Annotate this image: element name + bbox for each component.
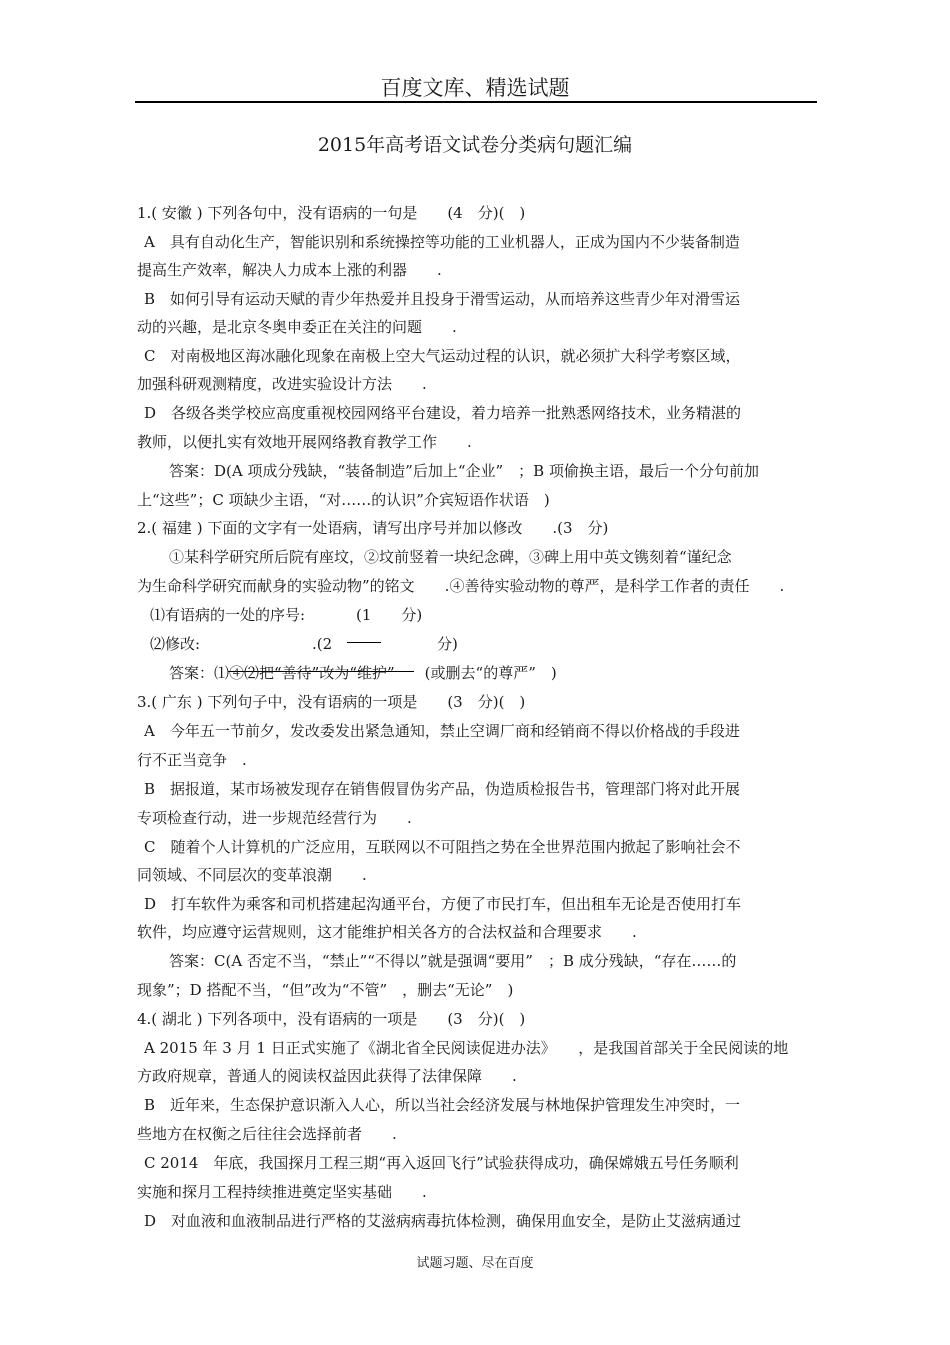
- question-1-option-a-cont: 提高生产效率，解决人力成本上涨的利器 .: [137, 261, 442, 279]
- document-title: 2015年高考语文试卷分类病句题汇编: [317, 134, 633, 156]
- question-3-option-b-cont: 专项检查行动，进一步规范经营行为 .: [137, 809, 412, 827]
- question-4-option-b: B 近年来，生态保护意识渐入人心，所以当社会经济发展与林地保护管理发生冲突时，一: [144, 1096, 741, 1114]
- header-divider: [135, 101, 817, 103]
- question-2-part-2-score-unit: 分): [437, 635, 458, 653]
- header-site-title: 百度文库、精选试题: [380, 76, 570, 100]
- question-3-option-b: B 据报道，某市场被发现存在销售假冒伪劣产品，伪造质检报告书，管理部门将对此开展: [144, 780, 741, 798]
- question-2-part-1-score: (1 分): [356, 606, 423, 624]
- question-2-part-2-label: ⑵修改:: [150, 635, 201, 653]
- question-4-option-c: C 2014 年底，我国探月工程三期“再入返回飞行”试验获得成功，确保嫦娥五号任务顺利: [144, 1154, 739, 1172]
- question-3-answer-cont: 现象”；D 搭配不当，“但”改为“不管” ，删去“无论” ): [137, 981, 514, 999]
- question-4-option-d: D 对血液和血液制品进行严格的艾滋病病毒抗体检测，确保用血安全，是防止艾滋病通过: [144, 1212, 742, 1230]
- question-3-option-c-cont: 同领域、不同层次的变革浪潮 .: [137, 866, 367, 884]
- question-1-option-c: C 对南极地区海冰融化现象在南极上空大气运动过程的认识，就必须扩大科学考察区域，: [144, 347, 741, 365]
- question-1-option-b-cont: 动的兴趣，是北京冬奥申委正在关注的问题 .: [137, 318, 457, 336]
- question-1-option-a: A 具有自动化生产，智能识别和系统操控等功能的工业机器人，正成为国内不少装备制造: [144, 233, 740, 251]
- question-3-stem: 3.( 广东 ) 下列句子中，没有语病的一项是 (3 分)( ): [137, 693, 526, 711]
- question-3-option-c: C 随着个人计算机的广泛应用，互联网以不可阻挡之势在全世界范围内掀起了影响社会不: [144, 838, 741, 856]
- question-4-option-b-cont: 些地方在权衡之后往往会选择前者 .: [137, 1125, 397, 1143]
- question-2-passage-cont: 为生命科学研究而献身的实验动物”的铭文 .④善待实验动物的尊严，是科学工作者的责任 .: [137, 577, 785, 595]
- question-4-option-c-cont: 实施和探月工程持续推进奠定坚实基础 .: [137, 1183, 427, 1201]
- question-1-option-b: B 如何引导有运动天赋的青少年热爱并且投身于滑雪运动，从而培养这些青少年对滑雪运: [144, 290, 741, 308]
- question-1-option-d-cont: 教师，以便扎实有效地开展网络教育教学工作 .: [137, 433, 472, 451]
- question-4-stem: 4.( 湖北 ) 下列各项中，没有语病的一项是 (3 分)( ): [137, 1010, 526, 1028]
- question-1-answer: 答案：D(A 项成分残缺，“装备制造”后加上“企业” ；B 项偷换主语，最后一个分句前加: [169, 462, 759, 480]
- question-2-passage: ①某科学研究所后院有座坟，②坟前竖着一块纪念碑，③碑上用中英文镌刻着“谨纪念: [169, 548, 732, 566]
- question-3-option-a-cont: 行不正当竞争 .: [137, 751, 247, 769]
- question-2-answer: 答案：⑴④⑵把“善待”改为“维护” (或删去“的尊严” ): [169, 664, 557, 682]
- question-1-answer-cont: 上“这些”；C 项缺少主语，“对……的认识”介宾短语作状语 ): [137, 491, 550, 509]
- question-4-option-a: A 2015 年 3 月 1 日正式实施了《湖北省全民阅读促进办法》 ，是我国首部关于全民阅读的地: [144, 1039, 789, 1057]
- question-2-part-1-label: ⑴有语病的一处的序号:: [150, 606, 306, 624]
- question-3-option-a: A 今年五一节前夕，发改委发出紧急通知，禁止空调厂商和经销商不得以价格战的手段进: [144, 722, 740, 740]
- question-1-option-d: D 各级各类学校应高度重视校园网络平台建设，着力培养一批熟悉网络技术，业务精湛的: [144, 404, 742, 422]
- question-1-option-c-cont: 加强科研观测精度，改进实验设计方法 .: [137, 375, 427, 393]
- footer-text: 试题习题、尽在百度: [416, 1256, 534, 1271]
- question-1-stem: 1.( 安徽 ) 下列各句中，没有语病的一句是 (4 分)( ): [137, 204, 526, 222]
- question-3-answer: 答案：C(A 否定不当，“禁止”“不得以”就是强调“要用” ；B 成分残缺，“存在……的: [169, 952, 737, 970]
- question-2-part-2-score: .(2: [312, 635, 333, 653]
- question-2-stem: 2.( 福建 ) 下面的文字有一处语病，请写出序号并加以修改 .(3 分): [137, 519, 609, 537]
- question-3-option-d-cont: 软件，均应遵守运营规则，这才能维护相关各方的合法权益和合理要求 .: [137, 923, 637, 941]
- question-4-option-a-cont: 方政府规章，普通人的阅读权益因此获得了法律保障 .: [137, 1067, 517, 1085]
- question-3-option-d: D 打车软件为乘客和司机搭建起沟通平台，方便了市民打车，但出租车无论是否使用打车: [144, 895, 742, 913]
